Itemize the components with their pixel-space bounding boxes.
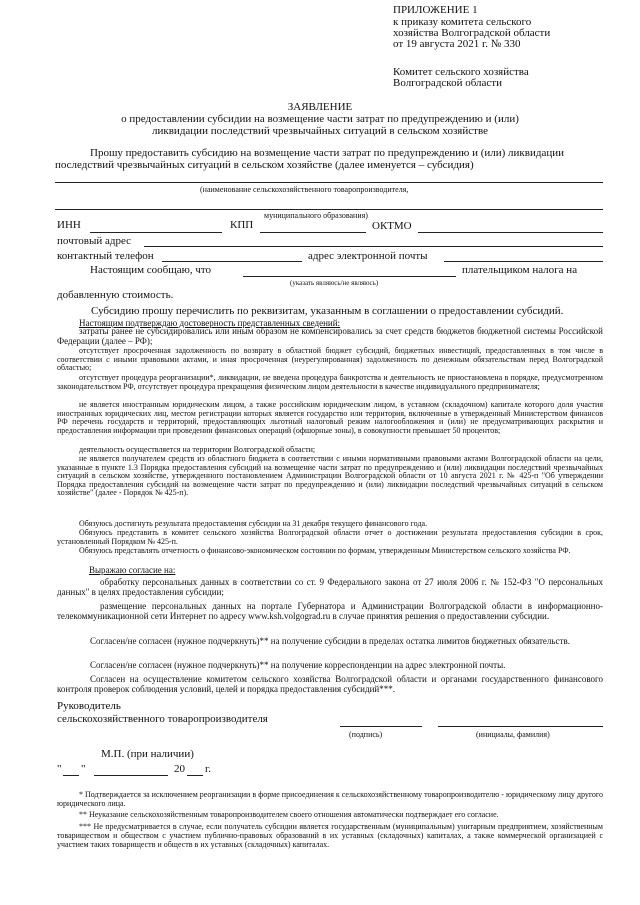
phone-label: контактный телефон <box>57 250 154 262</box>
notify-label: Настоящим сообщаю, что <box>90 264 212 276</box>
municipal-caption: муниципального образования) <box>264 211 368 220</box>
consent-inspection: Согласен на осуществление комитетом сельского хозяйства Волгоградской области и органами государственного финансового контроля проверок соблюдения условий, целей и порядка предоставления субсидий***. <box>57 674 603 694</box>
consent-heading: Выражаю согласие на: <box>89 565 176 575</box>
obligation-financial: Обязуюсь представлять отчетность о финансово-экономическом состоянии по формам, утвержденным Министерством сельского хозяйства РФ. <box>79 546 571 555</box>
footnote-3: *** Не предусматривается в случае, если получатель субсидии является государственным (муниципальным) унитарным предприятием, хозяйственным товариществом и обществом с участием публично-правовых образований в их уставных (складочных) капиталах, а также коммерческой организацией с участием таких товариществ и обществ в их уставных (складочных) капиталах. <box>57 822 603 849</box>
producer-caption: (наименование сельскохозяйственного товаропроизводителя, <box>200 185 409 194</box>
name-field[interactable] <box>438 726 603 727</box>
oktmo-label: ОКТМО <box>372 220 412 232</box>
statement-subtitle-2: ликвидации последствий чрезвычайных ситуаций в сельском хозяйстве <box>152 125 488 137</box>
consent-email: Согласен/не согласен (нужное подчеркнуть)** на получение корреспонденции на адрес электронной почты. <box>90 660 506 670</box>
date-year-suffix: г. <box>205 763 212 775</box>
date-quote-close: " <box>81 763 86 775</box>
producer-name-line[interactable] <box>55 182 603 183</box>
kpp-field[interactable] <box>260 232 366 233</box>
appendix-line-1: к приказу комитета сельского <box>393 16 532 28</box>
clause-no-compensation: затраты ранее не субсидировались или иным образом не компенсировались за счет средств бюджетов бюджетной системы Российской Федерации (далее – РФ); <box>57 326 603 346</box>
bank-details-paragraph: Субсидию прошу перечислить по реквизитам, указанным в соглашении о предоставлении субсидий. <box>91 305 564 317</box>
postal-label: почтовый адрес <box>57 235 132 247</box>
taxpayer-caption: (указать являюсь/не являюсь) <box>290 279 379 287</box>
inn-field[interactable] <box>90 232 222 233</box>
taxpayer-label: плательщиком налога на <box>462 264 578 276</box>
clause-territory: деятельность осуществляется на территории Волгоградской области; <box>79 445 316 454</box>
consent-personal-data: обработку персональных данных в соответствии со ст. 9 Федерального закона от 27 июля 2006 г. № 152-ФЗ "О персональных данных" в целях предоставления субсидии; <box>57 577 603 597</box>
recipient-line-2: Волгоградской области <box>393 77 502 89</box>
signature-field[interactable] <box>340 726 422 727</box>
date-day-field[interactable] <box>63 775 79 776</box>
obligation-result: Обязуюсь достигнуть результата предоставления субсидии на 31 декабря текущего финансового года. <box>79 519 428 528</box>
obligation-report: Обязуюсь представить в комитет сельского хозяйства Волгоградской области отчет о достижении результата предоставления субсидии в срок, установленный Порядком № 425-п. <box>57 528 603 546</box>
consent-publication: размещение персональных данных на портале Губернатора и Администрации Волгоградской области в информационно-телекоммуникационной сети Интернет по адресу www.ksh.volgograd.ru в случае принятия решения о предоставлении субсидии. <box>57 601 603 621</box>
consent-limits: Согласен/не согласен (нужное подчеркнуть)** на получение субсидии в пределах остатка лимитов бюджетных обязательств. <box>90 636 570 646</box>
clause-not-foreign: не является иностранным юридическим лицом, а также российским юридическим лицом, в уставном (складочном) капитале которого доля участия иностранных юридических лиц, местом регистрации которых является государство или территория, включенные в утвержденный Министерством финансов РФ перечень государств и территорий, предоставляющих льготный налоговый режим налогообложения и (или) не предусматривающих раскрытия и предоставления информации при проведении финансовых операций (офшорные зоны), в совокупности превышает 50 процентов; <box>57 400 603 435</box>
confirm-heading: Настоящим подтверждаю достоверность представленных сведений: <box>79 318 341 328</box>
date-quote-open: " <box>57 763 62 775</box>
email-label: адрес электронной почты <box>308 250 428 262</box>
date-month-field[interactable] <box>94 775 168 776</box>
clause-no-debt: отсутствует просроченная задолженность по возврату в областной бюджет субсидий, бюджетных инвестиций, предоставленных в том числе в соответствии с иными правовыми актами, и иная просроченная (неурегулированная) задолженность по денежным обязательствам перед Волгоградской областью; <box>57 346 603 373</box>
signature-caption: (подпись) <box>349 730 383 739</box>
email-field[interactable] <box>444 261 603 262</box>
statement-title: ЗАЯВЛЕНИЕ <box>287 101 353 113</box>
request-line-2: последствий чрезвычайных ситуаций в сельском хозяйстве (далее именуется – субсидия) <box>55 159 474 171</box>
name-caption: (инициалы, фамилия) <box>476 730 550 739</box>
appendix-title: ПРИЛОЖЕНИЕ 1 <box>393 4 478 16</box>
recipient-line-1: Комитет сельского хозяйства <box>393 66 529 78</box>
phone-field[interactable] <box>162 261 302 262</box>
footnote-1: * Подтверждается за исключением реорганизации в форме присоединения к сельскохозяйственному товаропроизводителю - юридическому лицу другого юридического лица. <box>57 790 603 808</box>
footnote-2: ** Неуказание сельскохозяйственным товаропроизводителем своего отношения автоматически подтверждает его согласие. <box>79 810 499 819</box>
oktmo-field[interactable] <box>418 232 603 233</box>
stamp-label: М.П. (при наличии) <box>101 748 194 760</box>
postal-field[interactable] <box>144 246 603 247</box>
date-year-prefix: 20 <box>174 763 185 775</box>
taxpayer-status-field[interactable] <box>243 276 456 277</box>
appendix-line-2: хозяйства Волгоградской области <box>393 27 551 39</box>
appendix-line-3: от 19 августа 2021 г. № 330 <box>393 38 521 50</box>
date-year-field[interactable] <box>187 775 203 776</box>
request-line-1: Прошу предоставить субсидию на возмещение части затрат по предупреждению и (или) ликвидации <box>90 147 564 159</box>
municipal-line[interactable] <box>55 209 603 210</box>
head-label: Руководитель <box>57 700 121 712</box>
inn-label: ИНН <box>57 219 81 231</box>
clause-not-recipient: не является получателем средств из областного бюджета в соответствии с иными нормативными правовыми актами Волгоградской области на цели, указанные в пункте 1.3 Порядка предоставления субсидий на возмещение части затрат по предупреждению и (или) ликвидации последствий чрезвычайных ситуаций в сельском хозяйстве, утвержденного постановлением Администрации Волгоградской области от 10 августа 2021 г. № 425-п "Об утверждении Порядка предоставления субсидий на возмещение части затрат по предупреждению и (или) ликвидации последствий чрезвычайных ситуаций в сельском хозяйстве" (далее - Порядок № 425-п). <box>57 454 603 498</box>
vat-label: добавленную стоимость. <box>57 289 174 301</box>
clause-no-reorganization: отсутствует процедура реорганизации*, ликвидации, не введена процедура банкротства и деятельность не приостановлена в порядке, предусмотренном законодательством РФ, отсутствует процедура прекращения физическим лицом деятельности в качестве индивидуального предпринимателя; <box>57 373 603 391</box>
statement-subtitle-1: о предоставлении субсидии на возмещение части затрат по предупреждению и (или) <box>121 113 519 125</box>
kpp-label: КПП <box>230 219 254 231</box>
head-label-2: сельскохозяйственного товаропроизводителя <box>57 713 268 725</box>
